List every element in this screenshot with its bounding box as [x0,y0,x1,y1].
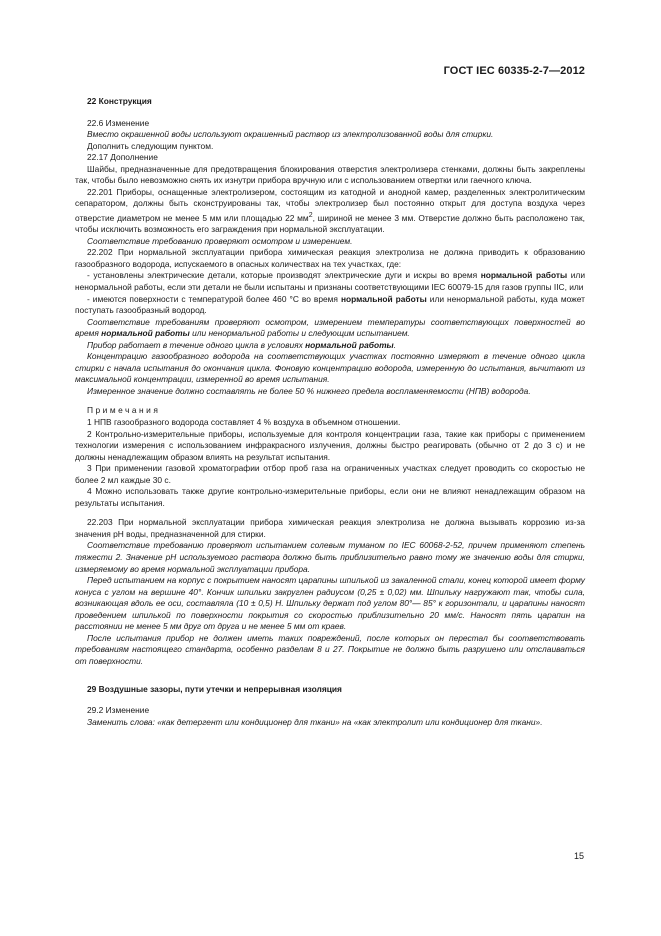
dash-1-part-a: - установлены электрические детали, которые производят электрические дуги и искры во время [87,270,481,281]
clause-22-203-after-test: После испытания прибор не должен иметь таких повреждений, после которых он перестал бы соответствовать требованиям настоящего стандарта, особенно разделам 8 и 27. Покрытие не должно быть разрушено или отслаиваться от поверхности. [75,632,585,666]
note-4: 4 Можно использовать также другие контрольно-измерительные приборы, если они не влияют ненадлежащим образом на результаты испытания. [75,486,585,508]
clause-22-6-text: Вместо окрашенной воды используют окрашенный раствор из электролизованной воды для стирки. [87,129,494,140]
clause-22-201-text [75,187,585,236]
clause-29-2-text: Заменить слова: «как детергент или кондиционер для ткани» на «как электролит или кондиционер для ткани». [87,716,543,727]
clause-22-202-dash-1 [75,270,585,293]
dash-2-part-a: - имеются поверхности с температурой более 460 °С во время [87,293,341,304]
clause-22-203-compliance: Соответствие требованию проверяют испытанием солевым туманом по IEC 60068-2-52, причем применяют степень тяжести 2. Значение pH используемого раствора должно быть приблизительно равно тому же значению воды для стирки, измеряемому во время нормальной эксплуатации прибора. [75,540,585,574]
notes-heading: Примечания [87,405,161,416]
section-22-heading: 22 Конструкция [87,96,152,106]
clause-22-202-dash-2 [75,294,585,317]
compliance-term: нормальной работы [101,328,190,339]
note-1: 1 НПВ газообразного водорода составляет 4 % воздуха в объемном отношении. [87,417,401,428]
dash-1-part-c: или ненормальной работы, если эти детали не были испытаны и признаны соответствующими IEC 60079-15 для газов группы IIC, или [75,270,586,292]
operation-term: нормальной работы [305,339,394,350]
document-body [75,96,585,728]
section-29-heading: 29 Воздушные зазоры, пути утечки и непрерывная изоляция [87,683,342,694]
document-id-header: ГОСТ IEC 60335-2-7—2012 [443,65,585,77]
clause-22-202-operation [75,340,585,352]
dash-1-term: нормальной работы [480,270,568,281]
clause-22-17-text: Шайбы, предназначенные для предотвращения блокирования отверстия электролизера стенками, должны быть закреплены так, чтобы было невозможно снять их изнутри прибора вручную или с использованием отвертки или гаечного ключа. [75,163,585,186]
operation-part-a: Прибор работает в течение одного цикла в условиях [87,339,306,350]
add-item-instruction: Дополнить следующим пунктом. [87,140,214,151]
compliance-part-a: Соответствие требованиям проверяют осмотром, измерением температуры соответствующих поверхностей во время [75,316,585,339]
clause-22-203-test-procedure: Перед испытанием на корпус с покрытием наносят царапины шпилькой из закаленной стали, конец которой имеет форму конуса с углом на вершине 40°. Кончик шпильки закруглен радиусом (0,25 ± 0,02) мм. Шпильку нагружают так, чтобы сила, возникающая вдоль ее оси, составляла (10 ± 0,5) Н. Шпильку держат под углом 80°— 85° к горизонтали, и царапины наносят проведением шпилькой по поверхности покрытия со скоростью приблизительно 20 мм/с. Наносят пять царапин на расстоянии не менее 5 мм друг от друга и не менее 5 мм от краев. [75,575,585,632]
dash-2-part-c: или ненормальной работы, куда может поступать газообразный водород. [75,293,585,316]
page-number: 15 [573,851,584,861]
clause-22-201-compliance: Соответствие требованию проверяют осмотром и измерением. [87,235,353,246]
operation-part-c: . [393,339,397,350]
note-2: 2 Контрольно-измерительные приборы, используемые для контроля концентрации газа, такие как приборы с применением технологии измерения с использованием инфракрасного излучения, должны быстро реагировать (обычно от 2 до 3 с) и не должны ненадлежащим образом влиять на результат испытания. [75,428,585,462]
clause-22-201-part2: , шириной не менее 3 мм. Отверстие должно быть расположено так, чтобы исключить возможность его заграждения при нормальной эксплуатации. [75,212,585,235]
clause-22-202-limit: Измеренное значение должно составлять не более 50 % нижнего предела воспламеняемости (НПВ) водорода. [87,385,531,396]
clause-29-2-number: 29.2 Изменение [87,705,150,716]
compliance-part-c: или ненормальной работы и следующим испытанием. [189,328,410,339]
note-3: 3 При применении газовой хроматографии отбор проб газа на ограниченных участках следует проводить со скоростью не более 2 мл каждые 30 с. [75,463,585,485]
clause-22-17-number: 22.17 Дополнение [87,152,158,163]
clause-22-201-part1: 22.201 Приборы, оснащенные электролизером, состоящим из катодной и анодной камер, разделенных электролитическим сепаратором, должны быть сконструированы так, чтобы электролизер был постоянно открыт для доступа воздуха через отверстие диаметром не менее 5 мм или площадью 22 мм [75,186,585,223]
clause-22-202-concentration: Концентрацию газообразного водорода на соответствующих участках постоянно измеряют в течение одного цикла стирки с начала испытания до окончания цикла. Фоновую концентрацию водорода, измеренную до испытания, вычитают из максимальной концентрации, измеренной во время испытания. [75,351,585,385]
clause-22-202-compliance [75,317,585,340]
clause-22-6-number: 22.6 Изменение [87,117,150,128]
clause-22-203-text: 22.203 При нормальной эксплуатации прибора химическая реакция электролиза не должна вызывать коррозию из-за значения pH воды, предназначенной для стирки. [75,517,585,539]
dash-2-term: нормальной работы [340,293,427,304]
clause-22-201-superscript: 2 [308,211,313,219]
clause-22-202-intro: 22.202 При нормальной эксплуатации прибора химическая реакция электролиза не должна приводить к образованию газообразного водорода, испускаемого в опасных количествах на тех участках, где: [75,247,585,269]
